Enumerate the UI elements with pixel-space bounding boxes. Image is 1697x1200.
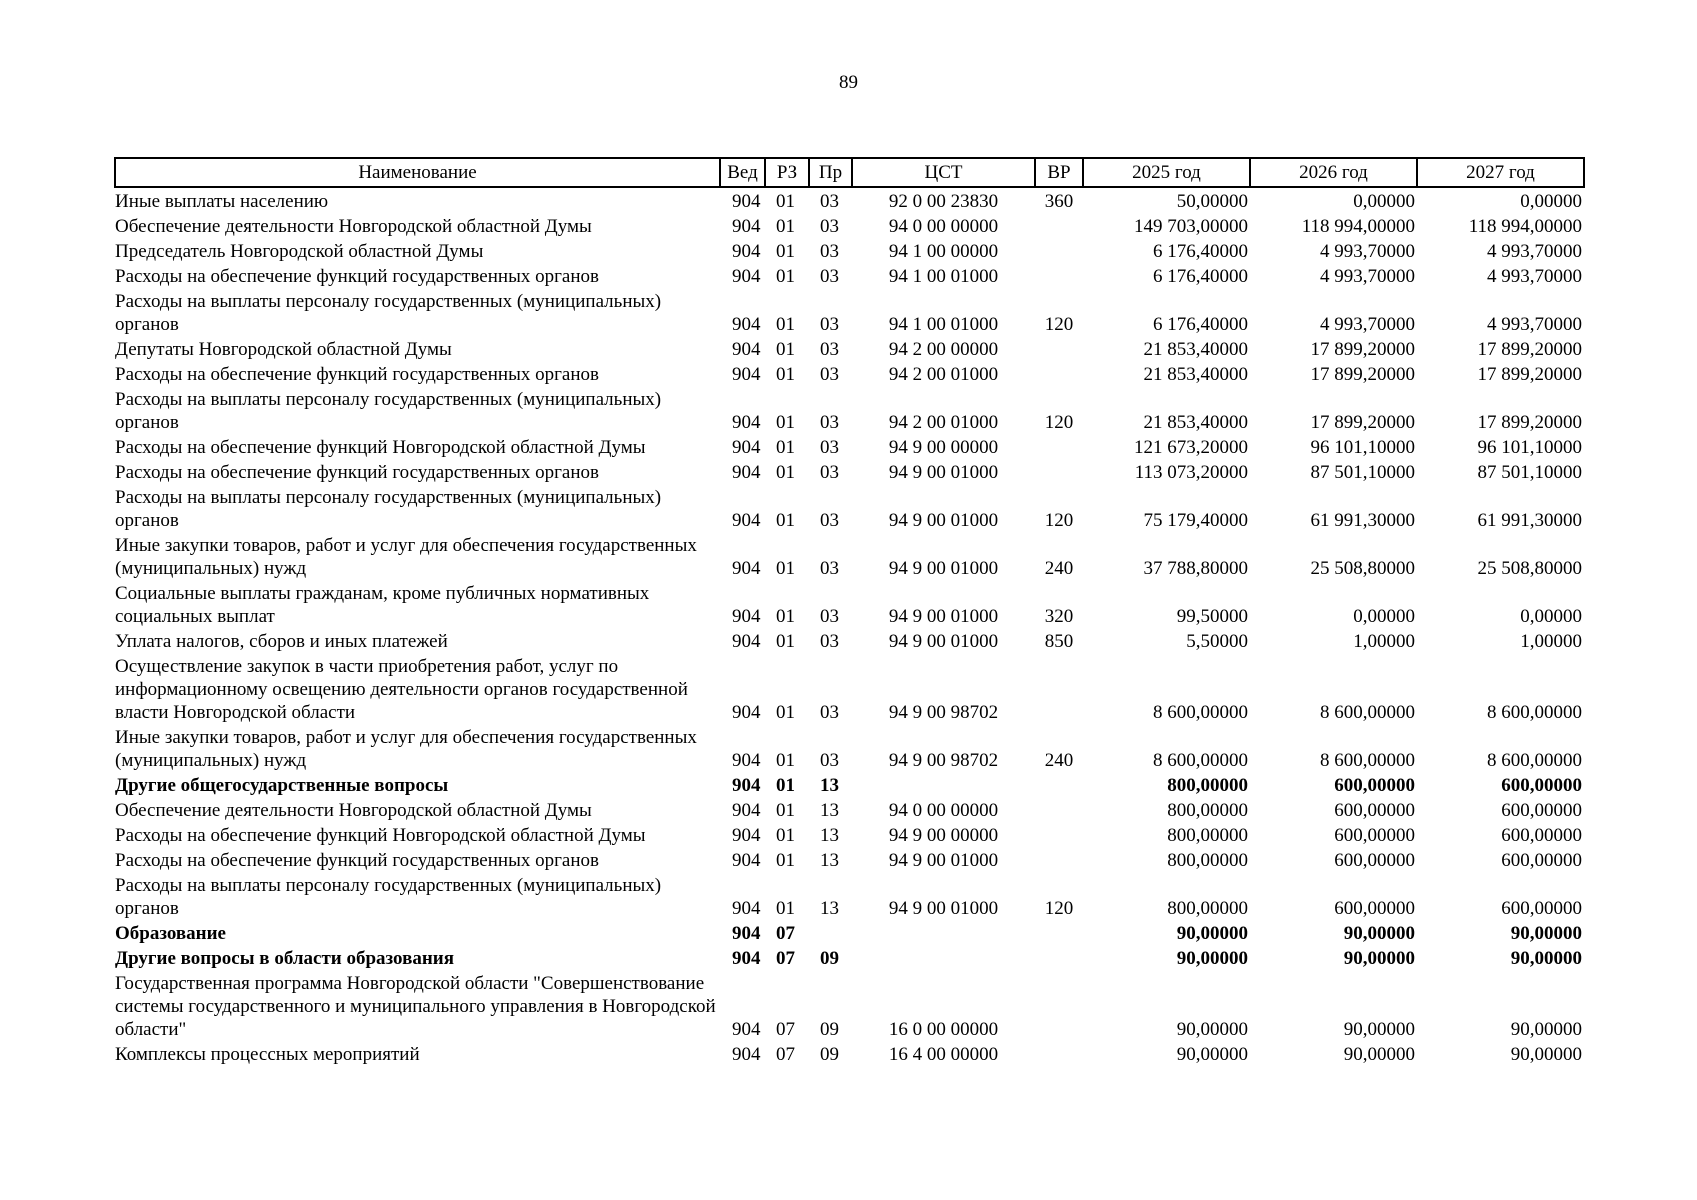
cell-cst: 94 9 00 01000 xyxy=(888,510,999,531)
header-pr: Пр xyxy=(809,158,852,187)
cell-2027: 61 991,30000 xyxy=(1477,510,1582,531)
cell-vr xyxy=(1035,653,1083,724)
table-row xyxy=(115,772,1584,797)
cell-ved: 904 xyxy=(732,948,761,969)
cell-ved: 904 xyxy=(732,1044,761,1065)
cell-cst: 94 2 00 01000 xyxy=(888,412,999,433)
cell-2026: 90,00000 xyxy=(1343,948,1415,969)
cell-pr: 03 xyxy=(820,462,839,483)
cell-rz: 07 xyxy=(776,923,795,944)
cell-rz: 01 xyxy=(776,606,795,627)
cell-rz: 01 xyxy=(776,800,795,821)
cell-vr xyxy=(1035,970,1083,1041)
cell-pr: 03 xyxy=(820,750,839,771)
cell-ved: 904 xyxy=(732,437,761,458)
cell-2027: 90,00000 xyxy=(1510,1044,1582,1065)
cell-2027: 600,00000 xyxy=(1501,850,1582,871)
cell-2025: 99,50000 xyxy=(1176,606,1248,627)
cell-name: Расходы на выплаты персоналу государственных (муниципальных) органов xyxy=(115,389,662,433)
cell-cst: 94 1 00 01000 xyxy=(888,314,999,335)
cell-vr xyxy=(1035,213,1083,238)
cell-2025: 800,00000 xyxy=(1167,775,1248,796)
table-row xyxy=(115,532,1584,580)
cell-2027: 600,00000 xyxy=(1501,825,1582,846)
cell-2027: 1,00000 xyxy=(1520,631,1582,652)
cell-2026: 87 501,10000 xyxy=(1310,462,1415,483)
cell-2026: 90,00000 xyxy=(1343,1044,1415,1065)
cell-cst: 94 9 00 01000 xyxy=(888,606,999,627)
cell-rz: 01 xyxy=(776,631,795,652)
cell-cst: 94 9 00 98702 xyxy=(888,702,999,723)
cell-cst: 94 2 00 01000 xyxy=(888,364,999,385)
cell-name: Расходы на обеспечение функций Новгородской областной Думы xyxy=(115,825,646,846)
cell-rz: 01 xyxy=(776,437,795,458)
cell-cst: 94 9 00 01000 xyxy=(888,558,999,579)
cell-2027: 600,00000 xyxy=(1501,898,1582,919)
cell-2026: 0,00000 xyxy=(1353,191,1415,212)
cell-2027: 90,00000 xyxy=(1510,923,1582,944)
cell-pr: 03 xyxy=(820,606,839,627)
cell-ved: 904 xyxy=(732,241,761,262)
cell-rz: 07 xyxy=(776,948,795,969)
cell-name: Обеспечение деятельности Новгородской областной Думы xyxy=(115,800,592,821)
table-row xyxy=(115,797,1584,822)
cell-ved: 904 xyxy=(732,462,761,483)
cell-cst: 94 1 00 01000 xyxy=(888,266,999,287)
header-2027: 2027 год xyxy=(1417,158,1584,187)
cell-ved: 904 xyxy=(732,216,761,237)
cell-cst: 94 9 00 00000 xyxy=(888,825,999,846)
table-row xyxy=(115,434,1584,459)
header-rz: РЗ xyxy=(765,158,809,187)
cell-pr: 13 xyxy=(820,850,839,871)
cell-2027: 25 508,80000 xyxy=(1477,558,1582,579)
cell-2027: 118 994,00000 xyxy=(1468,216,1582,237)
cell-cst: 16 0 00 00000 xyxy=(888,1019,999,1040)
cell-pr: 09 xyxy=(820,1019,839,1040)
cell-2026: 600,00000 xyxy=(1334,898,1415,919)
cell-2027: 600,00000 xyxy=(1501,800,1582,821)
cell-ved: 904 xyxy=(732,364,761,385)
cell-cst: 16 4 00 00000 xyxy=(888,1044,999,1065)
cell-name: Расходы на выплаты персоналу государственных (муниципальных) органов xyxy=(115,487,662,531)
cell-rz: 01 xyxy=(776,216,795,237)
cell-2025: 800,00000 xyxy=(1167,898,1248,919)
cell-2026: 61 991,30000 xyxy=(1310,510,1415,531)
cell-rz: 01 xyxy=(776,898,795,919)
cell-pr: 13 xyxy=(820,775,839,796)
header-cst: ЦСТ xyxy=(852,158,1035,187)
cell-rz: 01 xyxy=(776,558,795,579)
cell-2026: 4 993,70000 xyxy=(1320,241,1415,262)
cell-pr: 03 xyxy=(820,558,839,579)
cell-name: Другие вопросы в области образования xyxy=(115,948,455,969)
cell-2026: 17 899,20000 xyxy=(1310,412,1415,433)
cell-2025: 6 176,40000 xyxy=(1153,314,1248,335)
cell-2026: 17 899,20000 xyxy=(1310,339,1415,360)
header-2025: 2025 год xyxy=(1083,158,1250,187)
cell-rz: 01 xyxy=(776,412,795,433)
cell-rz: 01 xyxy=(776,339,795,360)
cell-vr: 240 xyxy=(1044,558,1074,579)
cell-cst: 94 2 00 00000 xyxy=(888,339,999,360)
cell-vr: 120 xyxy=(1044,314,1074,335)
cell-ved: 904 xyxy=(732,850,761,871)
budget-table xyxy=(114,157,1585,1066)
table-row xyxy=(115,970,1584,1041)
cell-2027: 17 899,20000 xyxy=(1477,412,1582,433)
cell-2026: 17 899,20000 xyxy=(1310,364,1415,385)
cell-cst: 94 9 00 00000 xyxy=(888,437,999,458)
cell-ved: 904 xyxy=(732,923,761,944)
header-ved: Вед xyxy=(720,158,765,187)
cell-name: Социальные выплаты гражданам, кроме публичных нормативных социальных выплат xyxy=(115,583,650,627)
cell-rz: 01 xyxy=(776,510,795,531)
cell-pr xyxy=(809,920,852,945)
table-row xyxy=(115,920,1584,945)
cell-2027: 4 993,70000 xyxy=(1487,241,1582,262)
table-row xyxy=(115,872,1584,920)
cell-rz: 01 xyxy=(776,314,795,335)
cell-vr xyxy=(1035,797,1083,822)
cell-ved: 904 xyxy=(732,191,761,212)
cell-vr xyxy=(1035,847,1083,872)
cell-pr: 03 xyxy=(820,702,839,723)
cell-2025: 90,00000 xyxy=(1176,948,1248,969)
cell-name: Иные закупки товаров, работ и услуг для обеспечения государственных (муниципальных) нужд xyxy=(115,535,697,579)
cell-2025: 8 600,00000 xyxy=(1153,702,1248,723)
cell-vr: 120 xyxy=(1044,510,1074,531)
cell-ved: 904 xyxy=(732,510,761,531)
cell-cst: 94 1 00 00000 xyxy=(888,241,999,262)
cell-vr xyxy=(1035,920,1083,945)
cell-vr: 360 xyxy=(1044,191,1074,212)
cell-2026: 4 993,70000 xyxy=(1320,266,1415,287)
cell-2026: 600,00000 xyxy=(1334,850,1415,871)
cell-name: Председатель Новгородской областной Думы xyxy=(115,241,484,262)
cell-pr: 09 xyxy=(820,1044,839,1065)
table-row xyxy=(115,628,1584,653)
cell-ved: 904 xyxy=(732,702,761,723)
cell-name: Комплексы процессных мероприятий xyxy=(115,1044,420,1065)
cell-ved: 904 xyxy=(732,631,761,652)
cell-rz: 01 xyxy=(776,750,795,771)
cell-cst xyxy=(852,920,1035,945)
cell-ved: 904 xyxy=(732,775,761,796)
cell-2026: 90,00000 xyxy=(1343,923,1415,944)
table-row xyxy=(115,1041,1584,1066)
cell-rz: 01 xyxy=(776,191,795,212)
cell-pr: 13 xyxy=(820,898,839,919)
cell-ved: 904 xyxy=(732,412,761,433)
cell-rz: 01 xyxy=(776,825,795,846)
table-row xyxy=(115,213,1584,238)
table-row xyxy=(115,336,1584,361)
cell-2025: 90,00000 xyxy=(1176,1019,1248,1040)
cell-pr: 03 xyxy=(820,412,839,433)
table-header-row xyxy=(115,158,1584,187)
cell-rz: 01 xyxy=(776,775,795,796)
table-row xyxy=(115,238,1584,263)
cell-2025: 800,00000 xyxy=(1167,800,1248,821)
cell-2025: 75 179,40000 xyxy=(1143,510,1248,531)
cell-2026: 600,00000 xyxy=(1334,775,1415,796)
cell-name: Расходы на обеспечение функций государственных органов xyxy=(115,850,599,871)
cell-2027: 90,00000 xyxy=(1510,948,1582,969)
cell-name: Иные закупки товаров, работ и услуг для обеспечения государственных (муниципальных) нужд xyxy=(115,727,697,771)
table-row xyxy=(115,653,1584,724)
cell-2025: 800,00000 xyxy=(1167,850,1248,871)
cell-2025: 90,00000 xyxy=(1176,1044,1248,1065)
cell-vr xyxy=(1035,822,1083,847)
cell-2025: 50,00000 xyxy=(1176,191,1248,212)
cell-ved: 904 xyxy=(732,266,761,287)
cell-cst: 92 0 00 23830 xyxy=(888,191,999,212)
cell-ved: 904 xyxy=(732,825,761,846)
cell-vr xyxy=(1035,361,1083,386)
cell-rz: 07 xyxy=(776,1044,795,1065)
cell-cst: 94 0 00 00000 xyxy=(888,216,999,237)
table-row xyxy=(115,847,1584,872)
cell-2025: 113 073,20000 xyxy=(1134,462,1248,483)
cell-pr: 03 xyxy=(820,437,839,458)
cell-cst: 94 9 00 98702 xyxy=(888,750,999,771)
cell-vr xyxy=(1035,336,1083,361)
cell-2026: 8 600,00000 xyxy=(1320,750,1415,771)
cell-rz: 01 xyxy=(776,364,795,385)
cell-2027: 17 899,20000 xyxy=(1477,339,1582,360)
cell-name: Депутаты Новгородской областной Думы xyxy=(115,339,452,360)
cell-2027: 4 993,70000 xyxy=(1487,314,1582,335)
cell-2027: 96 101,10000 xyxy=(1477,437,1582,458)
cell-2026: 118 994,00000 xyxy=(1301,216,1415,237)
cell-pr: 03 xyxy=(820,631,839,652)
page-number: 89 xyxy=(839,72,858,93)
cell-pr: 03 xyxy=(820,191,839,212)
cell-name: Расходы на выплаты персоналу государственных (муниципальных) органов xyxy=(115,291,662,335)
cell-2027: 8 600,00000 xyxy=(1487,702,1582,723)
cell-pr: 03 xyxy=(820,266,839,287)
cell-2026: 4 993,70000 xyxy=(1320,314,1415,335)
cell-2027: 90,00000 xyxy=(1510,1019,1582,1040)
table-row xyxy=(115,580,1584,628)
cell-name: Обеспечение деятельности Новгородской областной Думы xyxy=(115,216,592,237)
table-row xyxy=(115,945,1584,970)
cell-2025: 6 176,40000 xyxy=(1153,241,1248,262)
cell-pr: 09 xyxy=(820,948,839,969)
cell-2025: 37 788,80000 xyxy=(1143,558,1248,579)
cell-ved: 904 xyxy=(732,898,761,919)
cell-name: Иные выплаты населению xyxy=(115,191,329,212)
cell-2026: 96 101,10000 xyxy=(1310,437,1415,458)
cell-cst: 94 9 00 01000 xyxy=(888,462,999,483)
cell-name: Расходы на обеспечение функций государственных органов xyxy=(115,266,599,287)
table-row xyxy=(115,459,1584,484)
cell-rz: 01 xyxy=(776,850,795,871)
cell-2025: 6 176,40000 xyxy=(1153,266,1248,287)
cell-2025: 8 600,00000 xyxy=(1153,750,1248,771)
cell-cst: 94 9 00 01000 xyxy=(888,850,999,871)
cell-vr xyxy=(1035,263,1083,288)
cell-name: Образование xyxy=(115,923,226,944)
cell-2026: 25 508,80000 xyxy=(1310,558,1415,579)
cell-rz: 07 xyxy=(776,1019,795,1040)
cell-pr: 03 xyxy=(820,339,839,360)
cell-2027: 17 899,20000 xyxy=(1477,364,1582,385)
cell-name: Государственная программа Новгородской области "Совершенствование системы государственного и муниципального управления в Новгородской области" xyxy=(115,973,716,1040)
table-row xyxy=(115,263,1584,288)
cell-ved: 904 xyxy=(732,606,761,627)
table-row xyxy=(115,361,1584,386)
cell-2026: 1,00000 xyxy=(1353,631,1415,652)
cell-vr xyxy=(1035,945,1083,970)
table-row xyxy=(115,822,1584,847)
table-row xyxy=(115,288,1584,336)
cell-vr: 240 xyxy=(1044,750,1074,771)
cell-2026: 600,00000 xyxy=(1334,800,1415,821)
cell-pr: 03 xyxy=(820,510,839,531)
cell-2027: 600,00000 xyxy=(1501,775,1582,796)
header-vr: ВР xyxy=(1035,158,1083,187)
cell-rz: 01 xyxy=(776,266,795,287)
cell-2026: 90,00000 xyxy=(1343,1019,1415,1040)
cell-vr xyxy=(1035,238,1083,263)
cell-vr: 850 xyxy=(1044,631,1074,652)
cell-ved: 904 xyxy=(732,314,761,335)
cell-2025: 149 703,00000 xyxy=(1134,216,1248,237)
cell-2026: 0,00000 xyxy=(1353,606,1415,627)
cell-2027: 0,00000 xyxy=(1520,606,1582,627)
cell-pr: 13 xyxy=(820,800,839,821)
cell-vr xyxy=(1035,772,1083,797)
cell-vr: 120 xyxy=(1044,412,1074,433)
cell-ved: 904 xyxy=(732,800,761,821)
cell-name: Уплата налогов, сборов и иных платежей xyxy=(115,631,448,652)
cell-2027: 8 600,00000 xyxy=(1487,750,1582,771)
cell-vr xyxy=(1035,459,1083,484)
cell-pr: 03 xyxy=(820,314,839,335)
cell-name: Осуществление закупок в части приобретения работ, услуг по информационному освещению деятельности органов государственной власти Новгородской области xyxy=(115,656,688,723)
cell-pr: 13 xyxy=(820,825,839,846)
table-row xyxy=(115,386,1584,434)
cell-vr xyxy=(1035,1041,1083,1066)
cell-name: Расходы на обеспечение функций государственных органов xyxy=(115,364,599,385)
cell-ved: 904 xyxy=(732,558,761,579)
table-row xyxy=(115,187,1584,213)
cell-pr: 03 xyxy=(820,216,839,237)
cell-2026: 8 600,00000 xyxy=(1320,702,1415,723)
cell-2025: 90,00000 xyxy=(1176,923,1248,944)
cell-cst xyxy=(852,945,1035,970)
table-row xyxy=(115,484,1584,532)
cell-name: Другие общегосударственные вопросы xyxy=(115,775,449,796)
header-2026: 2026 год xyxy=(1250,158,1417,187)
cell-ved: 904 xyxy=(732,1019,761,1040)
cell-2027: 87 501,10000 xyxy=(1477,462,1582,483)
cell-2025: 121 673,20000 xyxy=(1134,437,1248,458)
cell-rz: 01 xyxy=(776,462,795,483)
cell-ved: 904 xyxy=(732,339,761,360)
cell-2025: 5,50000 xyxy=(1186,631,1248,652)
cell-rz: 01 xyxy=(776,241,795,262)
cell-cst: 94 9 00 01000 xyxy=(888,898,999,919)
cell-cst: 94 0 00 00000 xyxy=(888,800,999,821)
cell-2026: 600,00000 xyxy=(1334,825,1415,846)
cell-name: Расходы на обеспечение функций государственных органов xyxy=(115,462,599,483)
cell-ved: 904 xyxy=(732,750,761,771)
cell-vr: 120 xyxy=(1044,898,1074,919)
cell-vr xyxy=(1035,434,1083,459)
table-row xyxy=(115,724,1584,772)
cell-pr: 03 xyxy=(820,241,839,262)
cell-pr: 03 xyxy=(820,364,839,385)
cell-cst: 94 9 00 01000 xyxy=(888,631,999,652)
cell-2027: 4 993,70000 xyxy=(1487,266,1582,287)
header-name: Наименование xyxy=(115,158,720,187)
cell-2025: 21 853,40000 xyxy=(1143,412,1248,433)
cell-name: Расходы на выплаты персоналу государственных (муниципальных) органов xyxy=(115,875,662,919)
cell-2025: 800,00000 xyxy=(1167,825,1248,846)
table-body xyxy=(115,187,1584,1066)
cell-2025: 21 853,40000 xyxy=(1143,339,1248,360)
cell-name: Расходы на обеспечение функций Новгородской областной Думы xyxy=(115,437,646,458)
cell-vr: 320 xyxy=(1044,606,1074,627)
cell-cst xyxy=(852,772,1035,797)
cell-2027: 0,00000 xyxy=(1520,191,1582,212)
cell-2025: 21 853,40000 xyxy=(1143,364,1248,385)
cell-rz: 01 xyxy=(776,702,795,723)
